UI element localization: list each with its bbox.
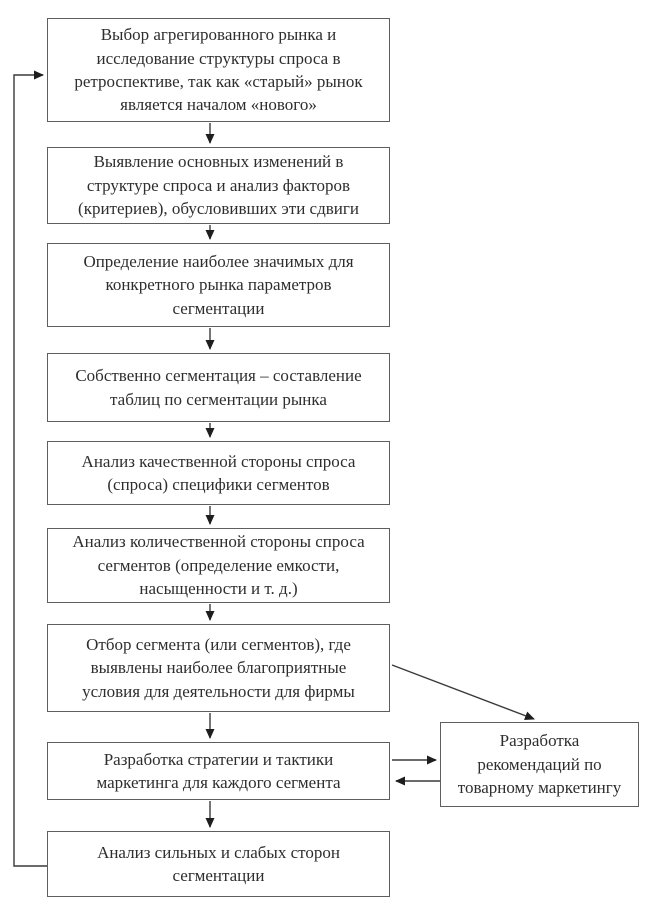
flow-step-label: Отбор сегмента (или сегментов), где выявлены наиболее благоприятные условия для деятельности для фирмы xyxy=(82,634,355,701)
flow-step-strengths-weaknesses xyxy=(47,831,390,897)
flow-step-market-selection xyxy=(47,18,390,122)
flow-step-strategy-development xyxy=(47,742,390,800)
flow-step-demand-changes xyxy=(47,147,390,224)
side-box-product-marketing-recommendations xyxy=(440,722,639,807)
flow-step-segmentation-parameters xyxy=(47,243,390,327)
flow-step-label: Анализ количественной стороны спроса сегментов (определение емкости, насыщенности и т. д.) xyxy=(72,532,365,599)
flow-step-label: Выявление основных изменений в структуре спроса и анализ факторов (критериев), обусловивших эти сдвиги xyxy=(78,152,359,219)
flow-step-segmentation-tables xyxy=(47,353,390,422)
feedback-arrow-step9-to-step1 xyxy=(14,75,47,866)
flow-step-segment-selection xyxy=(47,624,390,712)
flow-step-label: Определение наиболее значимых для конкретного рынка параметров сегментации xyxy=(83,251,354,318)
flow-step-quantitative-analysis xyxy=(47,528,390,603)
flow-step-label: Анализ качественной стороны спроса (спроса) специфики сегментов xyxy=(81,451,356,494)
flow-step-label: Выбор агрегированного рынка и исследование структуры спроса в ретроспективе, так как «старый» рынок является началом «нового» xyxy=(74,25,363,115)
flow-step-label: Разработка стратегии и тактики маркетинга для каждого сегмента xyxy=(96,749,341,792)
flow-step-qualitative-analysis xyxy=(47,441,390,505)
side-box-label: Разработка рекомендаций по товарному маркетингу xyxy=(457,731,622,798)
flow-step-label: Анализ сильных и слабых сторон сегментации xyxy=(97,842,340,885)
flow-step-label: Собственно сегментация – составление таблиц по сегментации рынка xyxy=(75,366,362,409)
arrow-step7-to-recommendations xyxy=(392,665,534,719)
